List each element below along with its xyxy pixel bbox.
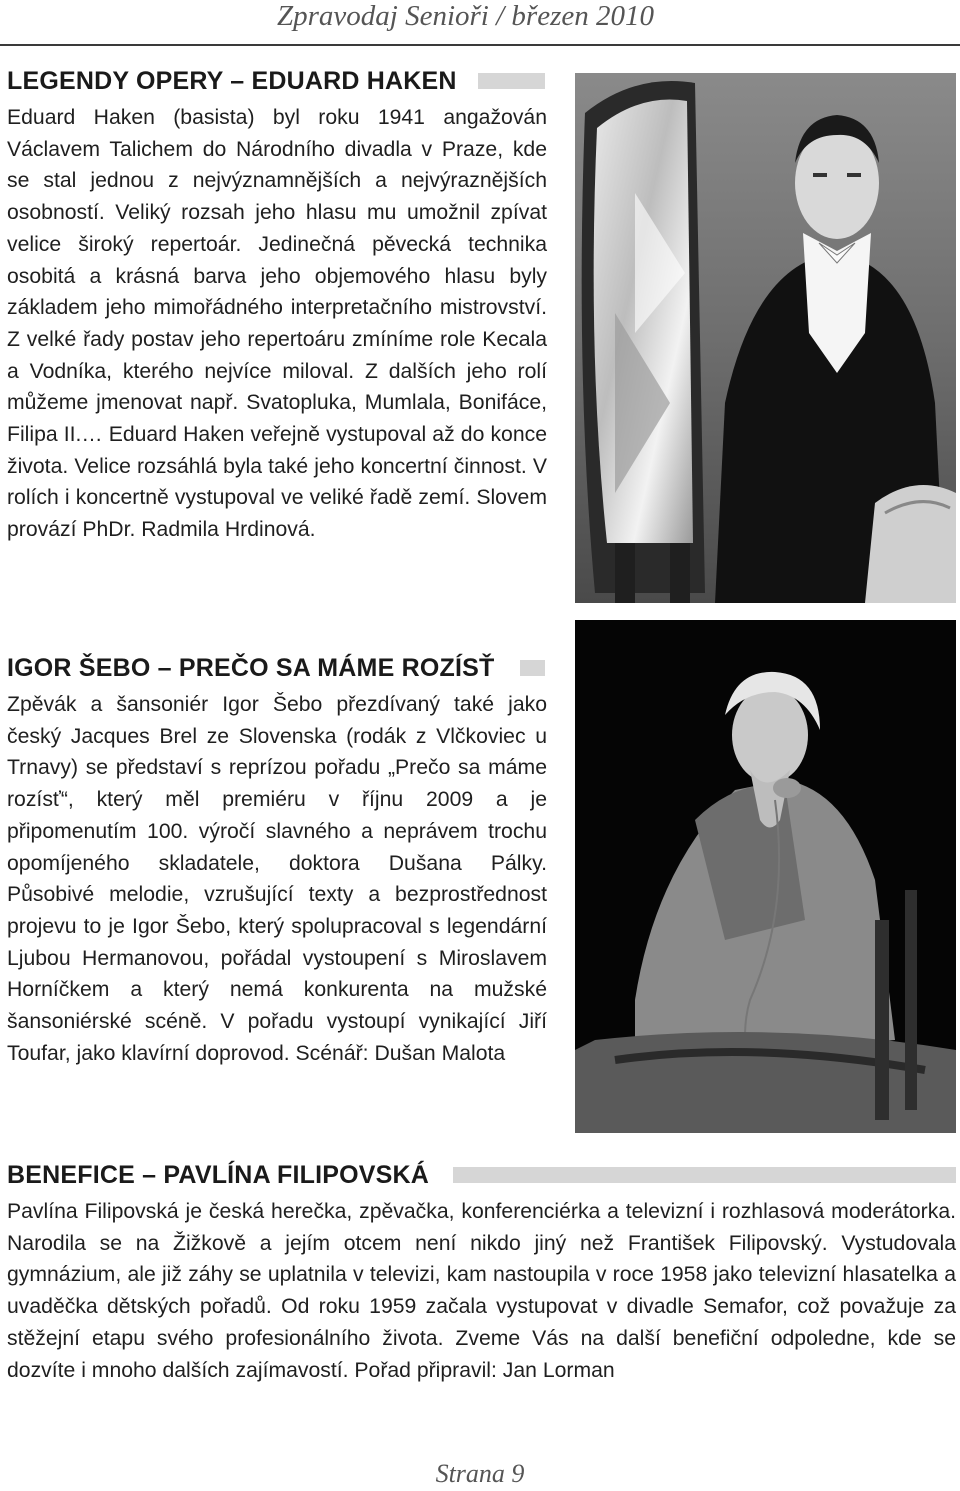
article-title-haken: LEGENDY OPERY – EDUARD HAKEN [7, 67, 457, 95]
article-body-haken: Eduard Haken (basista) byl roku 1941 angažován Václavem Talichem do Národního divadla v Praze, kde se stal jednou z nejvýznamnějších a nejvýraznějších osobností. Veliký rozsah jeho hlasu mu umožnil zpívat velice široký repertoár. Jedinečná pěvecká technika osobitá a krásná barva jeho objemového hlasu byly základem jeho mimořádného interpretačního mistrovství. Z velké řady postav jeho repertoáru zmíníme role Kecala a Vodníka, kterého nejvíce miloval. Z dalších jeho rolí můžeme jmenovat např. Svatopluka, Mumlala, Bonifáce, Filipa II.… Eduard Haken veřejně vystupoval až do konce života. Velice rozsáhlá byla také jeho koncertní činnost. V rolích i koncertně vystupoval ve veliké řadě zemí. Slovem provází PhDr. Radmila Hrdinová. [7, 106, 547, 542]
title-decor-bar [478, 73, 545, 89]
article-body-filipovska: Pavlína Filipovská je česká herečka, zpěvačka, konferenciérka a televizní i rozhlasová moderátorka. Narodila se na Žižkově a jejím otcem není nikdo jiný než František Filipovský. Vystudovala gymnázium, ale již záhy se uplatnila v televizi, kam nastoupila v roce 1958 jako televizní hlasatelka a uvaděčka dětských pořadů. Od roku 1959 začala vystupovat v divadle Semafor, což považuje za stěžejní etapu svého profesionálního života. Zveme Vás na další benefiční odpoledne, kde se dozvíte i mnoho dalších zajímavostí. Pořad připravil: Jan Lorman [7, 1200, 956, 1382]
running-title: Zpravodaj Senioři / březen 2010 [277, 0, 654, 32]
title-decor-bar [520, 660, 545, 676]
page-number: Strana 9 [435, 1459, 525, 1488]
photo-igor-sebo [575, 620, 956, 1133]
title-decor-bar [453, 1167, 956, 1183]
photo-eduard-haken [575, 73, 956, 603]
article-body-sebo: Zpěvák a šansoniér Igor Šebo přezdívaný také jako český Jacques Brel ze Slovenska (rodák z Vlčkoviec u Trnavy) se představí s reprízou pořadu „Prečo sa máme rozísť“, který měl premiéru v říjnu 2009 a je připomenutím 100. výročí slavného a neprávem trochu opomíjeného skladatele, doktora Dušana Pálky. Působivé melodie, vzrušující texty a bezprostřednost projevu to je Igor Šebo, který spolupracoval s legendární Ljubou Hermanovou, pořádal vystoupení s Miroslavem Horníčkem a který nemá konkurenta na mužské šansoniérské scéně. V pořadu vystoupí vynikající Jiří Toufar, jako klavírní doprovod. Scénář: Dušan Malota [7, 693, 547, 1065]
header-rule [0, 44, 960, 46]
article-title-sebo: IGOR ŠEBO – PREČO SA MÁME ROZÍSŤ [7, 654, 495, 682]
article-title-filipovska: BENEFICE – PAVLÍNA FILIPOVSKÁ [7, 1161, 430, 1189]
